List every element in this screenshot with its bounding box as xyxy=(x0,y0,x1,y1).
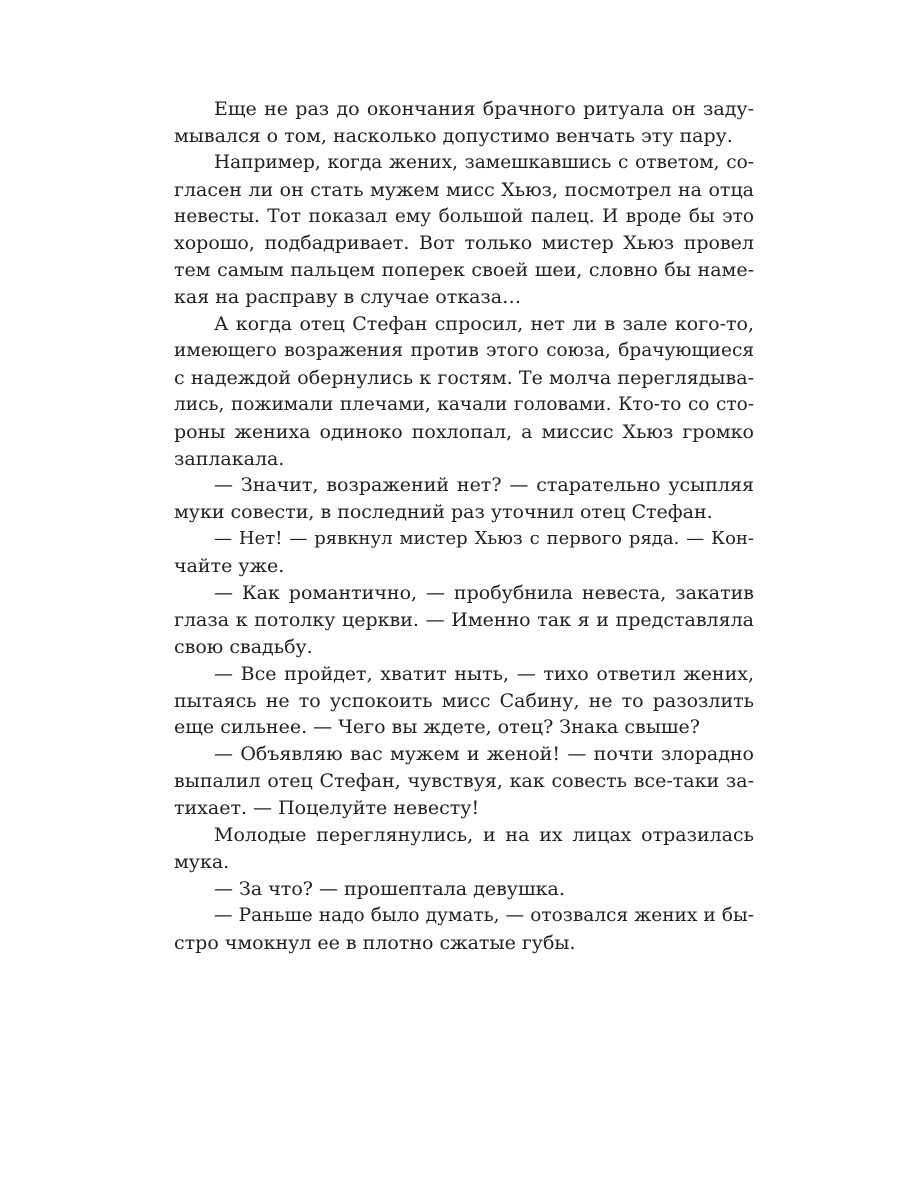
text-line: тихает. — Поцелуйте невесту! xyxy=(174,797,480,820)
text-line: с надеждой обернулись к гостям. Те молча переглядыва- xyxy=(174,366,754,389)
text-line: мука. xyxy=(174,850,230,873)
text-line: хорошо, подбадривает. Вот только мистер Хьюз провел xyxy=(174,232,754,255)
text-line: стро чмокнул ее в плотно сжатые губы. xyxy=(174,931,576,954)
text-line: — Все пройдет, хватит ныть, — тихо ответил жених, xyxy=(214,662,754,685)
text-line: — Раньше надо было думать, — отозвался жених и бы- xyxy=(214,904,754,926)
text-line: — Значит, возражений нет? — старательно усыпляя xyxy=(214,474,754,497)
text-line: пытаясь не то успокоить мисс Сабину, не то разозлить xyxy=(174,689,754,712)
text-line: гласен ли он стать мужем мисс Хьюз, посмотрел на отца xyxy=(174,178,754,201)
text-line: заплакала. xyxy=(174,447,285,470)
text-line: невесты. Тот показал ему большой палец. И вроде бы это xyxy=(174,205,754,227)
text-line: тем самым пальцем поперек своей шеи, словно бы наме- xyxy=(174,259,754,282)
text-line: кая на расправу в случае отказа… xyxy=(174,286,522,309)
text-line: еще сильнее. — Чего вы ждете, отец? Знака свыше? xyxy=(174,716,700,739)
text-line: выпалил отец Стефан, чувствуя, как совесть все-таки за- xyxy=(174,770,754,793)
text-line: — За что? — прошептала девушка. xyxy=(214,877,565,900)
text-line: мывался о том, насколько допустимо венчать эту пару. xyxy=(174,124,733,147)
text-line: глаза к потолку церкви. — Именно так я и представляла xyxy=(174,608,754,631)
text-line: Молодые переглянулись, и на их лицах отразилась xyxy=(214,824,754,847)
text-line: Еще не раз до окончания брачного ритуала он заду- xyxy=(214,98,754,120)
text-line: роны жениха одиноко похлопал, а миссис Хьюз громко xyxy=(174,420,754,443)
text-line: А когда отец Стефан спросил, нет ли в зале кого-то, xyxy=(214,313,754,336)
text-line: муки совести, в последний раз уточнил отец Стефан. xyxy=(174,501,713,524)
text-line: свою свадьбу. xyxy=(174,635,313,658)
text-line: чайте уже. xyxy=(174,555,285,578)
page-body-text xyxy=(174,96,754,957)
text-line: имеющего возражения против этого союза, брачующиеся xyxy=(174,340,754,362)
text-line: — Объявляю вас мужем и женой! — почти злорадно xyxy=(214,743,754,766)
text-line: лись, пожимали плечами, качали головами. Кто-то со сто- xyxy=(174,393,754,415)
text-line: — Нет! — рявкнул мистер Хьюз с первого ряда. — Кон- xyxy=(214,528,754,550)
text-line: — Как романтично, — пробубнила невеста, закатив xyxy=(214,582,754,605)
text-line: Например, когда жених, замешкавшись с ответом, со- xyxy=(214,151,754,173)
